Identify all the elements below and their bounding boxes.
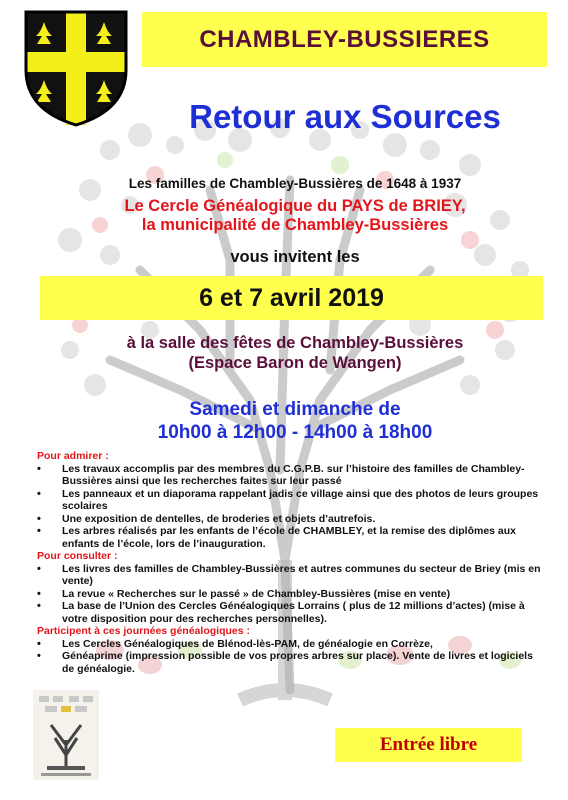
schedule-hours: 10h00 à 12h00 - 14h00 à 18h00 xyxy=(157,422,433,443)
coat-of-arms-logo xyxy=(22,8,130,128)
venue-line-2: (Espace Baron de Wangen) xyxy=(188,354,402,372)
list-item: • Les arbres réalisés par les enfants de l’école de CHAMBLEY, et la remise des diplômes aux enfants de l’école, lors de l’inauguration. xyxy=(37,525,547,550)
cercle-logo xyxy=(33,690,99,780)
venue-line-1: à la salle des fêtes de Chambley-Bussières xyxy=(126,334,464,352)
section-heading: Pour admirer : xyxy=(37,450,109,462)
entry-label: Entrée libre xyxy=(379,734,478,755)
list-item: • Les panneaux et un diaporama rappelant jadis ce village ainsi que des photos de leurs groupes scolaires xyxy=(37,488,547,513)
section-list xyxy=(37,563,547,626)
list-item: • Les livres des familles de Chambley-Bussières et autres communes du secteur de Briey (mis en vente) xyxy=(37,563,547,588)
organizer-cercle: Le Cercle Généalogique du PAYS de BRIEY, xyxy=(124,197,466,215)
venue xyxy=(40,333,550,373)
entry-banner xyxy=(335,728,522,762)
schedule-days: Samedi et dimanche de xyxy=(189,399,401,420)
list-item: • Les Cercles Généalogiques de Blénod-lès-PAM, de généalogie en Corrèze, xyxy=(37,638,547,651)
program-details xyxy=(37,450,547,675)
list-item: • La revue « Recherches sur le passé » de Chambley-Bussières (mise en vente) xyxy=(37,588,547,601)
section-list xyxy=(37,638,547,676)
subtitle: Retour aux Sources xyxy=(189,98,501,135)
list-item: • Généaprime (impression possible de vos propres arbres sur place). Vente de livres et logiciels de généalogie. xyxy=(37,650,547,675)
schedule xyxy=(40,398,550,444)
organizers xyxy=(40,197,550,235)
section-heading: Pour consulter : xyxy=(37,550,118,562)
families-line: Les familles de Chambley-Bussières de 1648 à 1937 xyxy=(128,176,462,191)
section-list xyxy=(37,463,547,551)
list-item: • La base de l’Union des Cercles Généalogiques Lorrains ( plus de 12 millions d’actes) (mise à votre disposition pour des recherches personnelles). xyxy=(37,600,547,625)
list-item: • Une exposition de dentelles, de broderies et objets d’autrefois. xyxy=(37,513,547,526)
organizer-municipalite: la municipalité de Chambley-Bussières xyxy=(141,216,449,234)
event-date: 6 et 7 avril 2019 xyxy=(199,283,384,312)
date-banner xyxy=(40,276,543,320)
title-banner xyxy=(142,12,547,67)
list-item: • Les travaux accomplis par des membres du C.G.P.B. sur l’histoire des familles de Chambley-Bussières ainsi que les recherches faites sur leur passé xyxy=(37,463,547,488)
section-heading: Participent à ces journées généalogiques : xyxy=(37,625,250,637)
invite-line: vous invitent les xyxy=(230,248,360,266)
page-title: CHAMBLEY-BUSSIERES xyxy=(199,25,490,53)
